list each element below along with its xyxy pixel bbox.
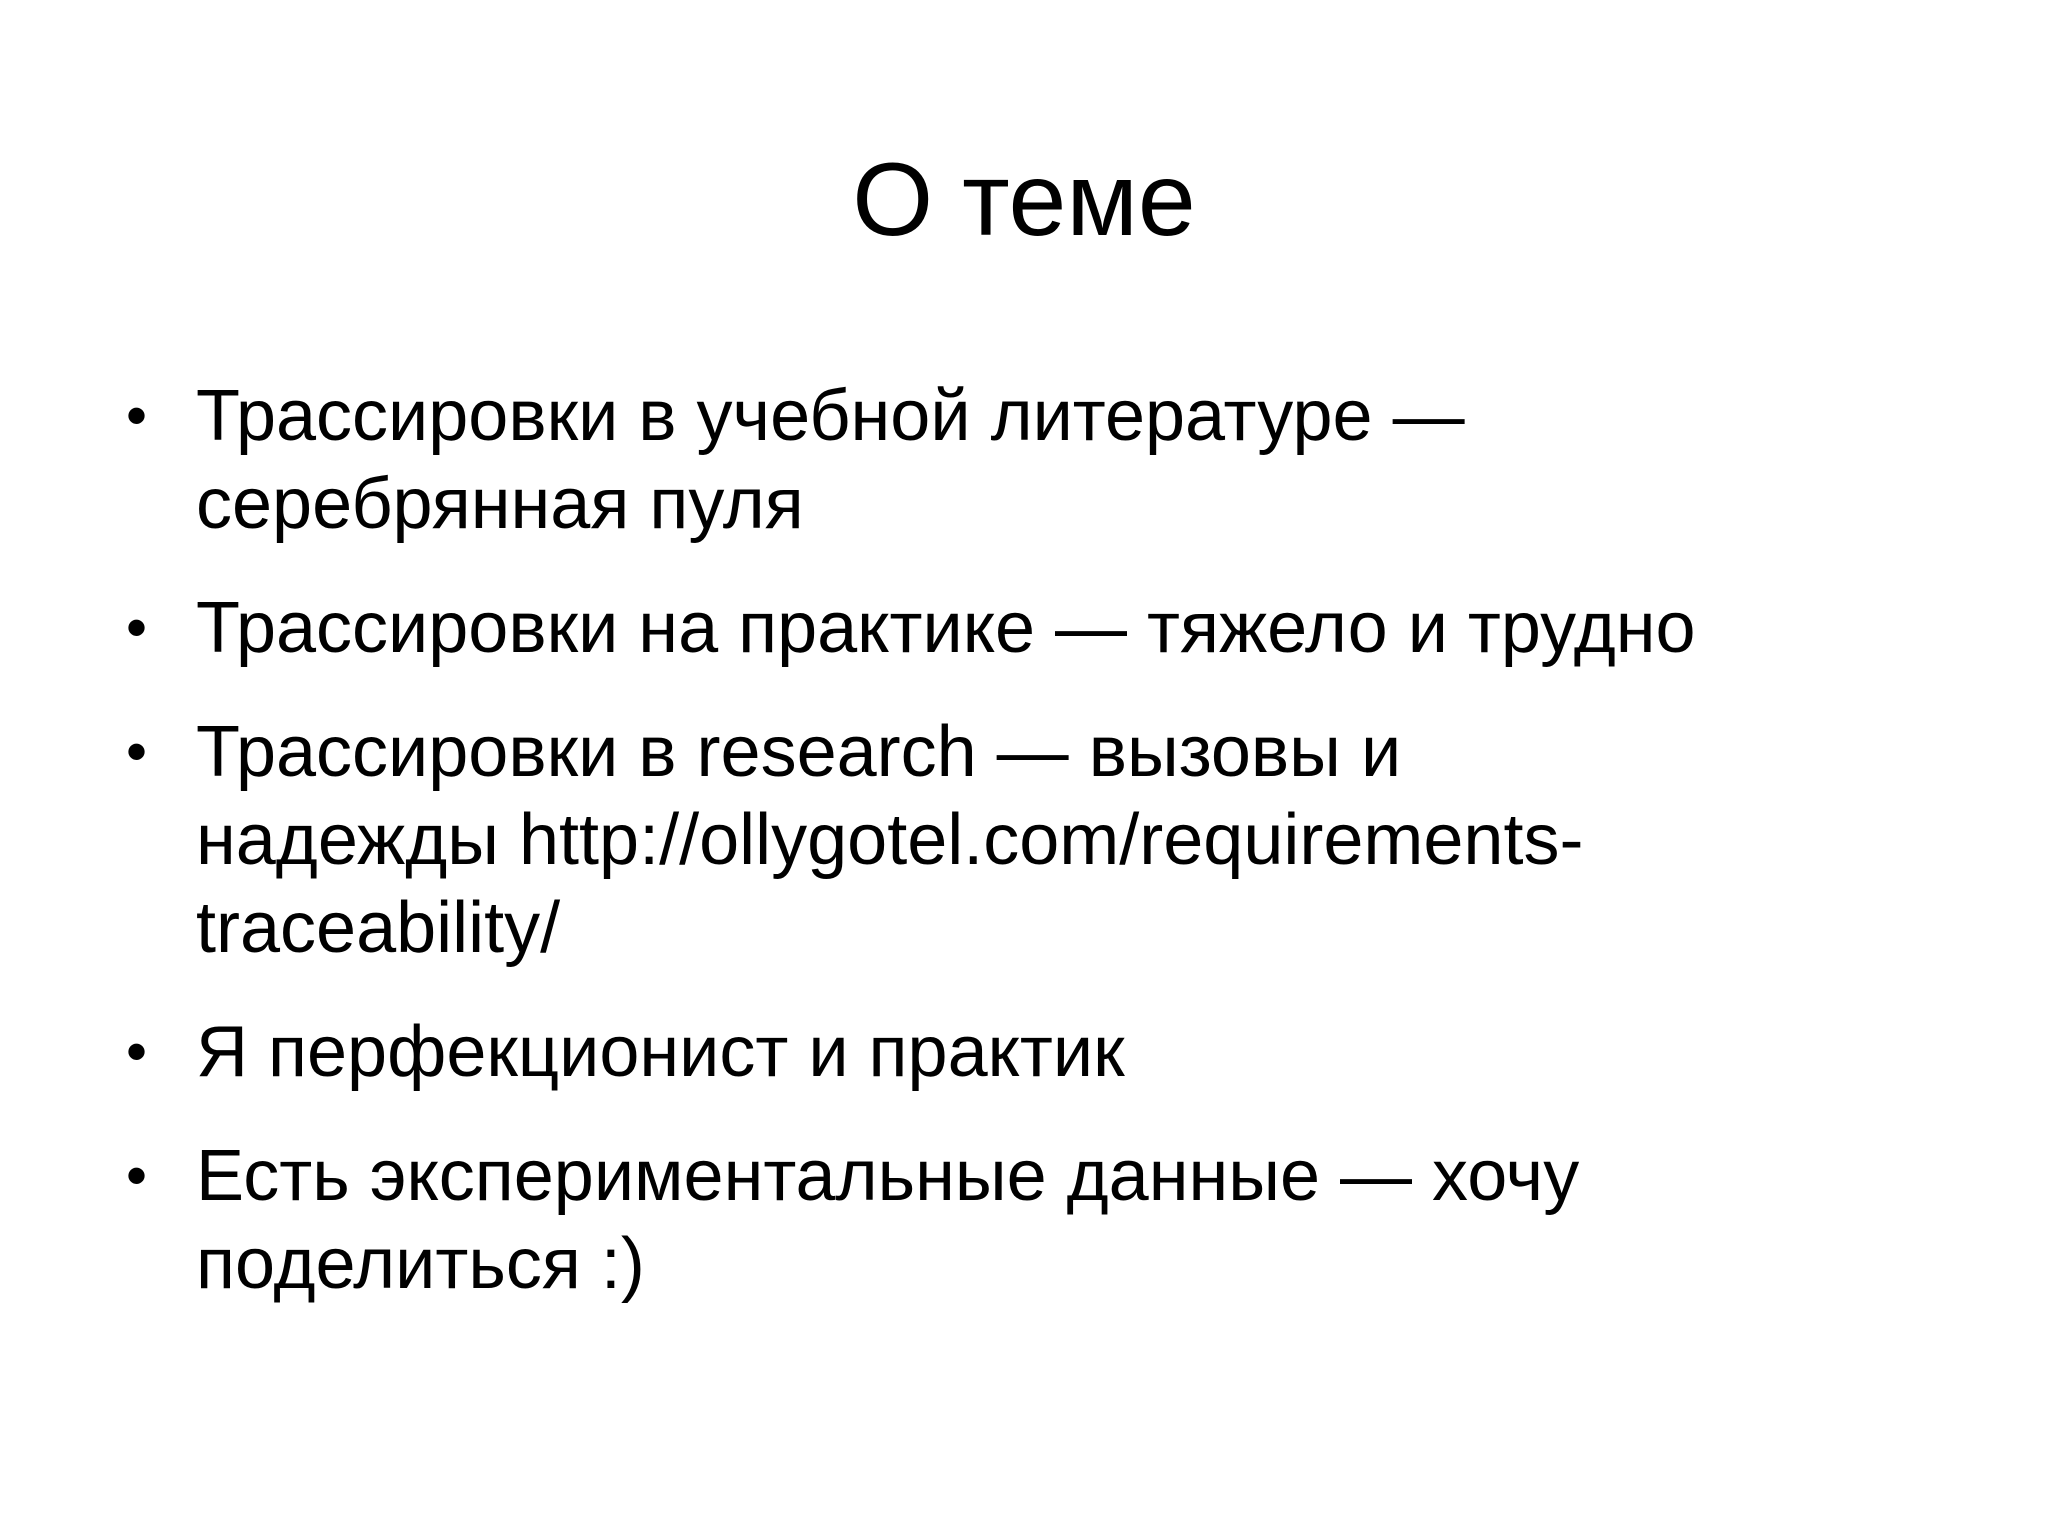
bullet-text-line: Я перфекционист и практик <box>196 1012 1125 1092</box>
bullet-list <box>120 372 2000 1344</box>
bullet-text-line: серебрянная пуля <box>196 464 804 544</box>
bullet-icon: • <box>126 382 148 449</box>
bullet-text-line: Трассировки на практике — тяжело и трудно <box>196 588 1696 668</box>
bullet-link-line: надежды http://ollygotel.com/requirements- <box>196 800 1584 880</box>
slide-title: О теме <box>852 142 1196 258</box>
bullet-item <box>120 1008 2000 1096</box>
bullet-link-line: traceability/ <box>196 888 561 968</box>
bullet-item <box>120 584 2000 672</box>
bullet-icon: • <box>126 594 148 661</box>
bullet-text-line: Трассировки в research — вызовы и <box>196 712 1402 792</box>
bullet-item <box>120 708 2000 972</box>
bullet-item <box>120 1132 2000 1308</box>
bullet-icon: • <box>126 718 148 785</box>
bullet-icon: • <box>126 1018 148 1085</box>
bullet-text-line: поделиться :) <box>196 1224 645 1304</box>
bullet-text-line: Есть экспериментальные данные — хочу <box>196 1136 1580 1216</box>
bullet-icon: • <box>126 1142 148 1209</box>
bullet-item <box>120 372 2000 548</box>
bullet-text-line: Трассировки в учебной литературе — <box>196 376 1465 456</box>
